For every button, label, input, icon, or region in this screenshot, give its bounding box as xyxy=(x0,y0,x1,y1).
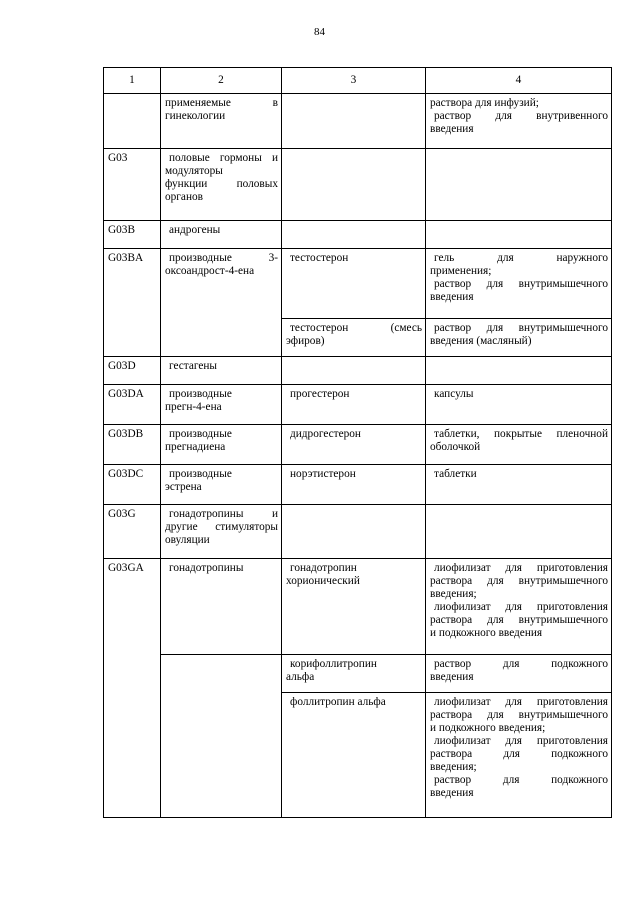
atc-code-cell: G03 xyxy=(104,149,161,221)
drug-name-line: тестостерон (смесь xyxy=(290,322,422,334)
dosage-form-line: гель для наружного xyxy=(434,252,608,264)
dosage-form-cell xyxy=(426,425,612,465)
group-name-line: производные xyxy=(169,468,232,480)
dosage-form-line: лиофилизат для приготовления xyxy=(434,601,608,613)
group-name-line: производные xyxy=(169,428,232,440)
dosage-form-cell xyxy=(426,465,612,505)
drug-classification-table xyxy=(103,67,612,818)
atc-code-cell: G03D xyxy=(104,357,161,385)
group-name-line: эстрена xyxy=(165,481,202,493)
dosage-form-line: таблетки xyxy=(434,468,477,480)
drug-name-cell xyxy=(282,221,426,249)
dosage-form-line: введения xyxy=(430,787,474,799)
table-row xyxy=(104,357,612,385)
drug-name-line: хорионический xyxy=(286,575,360,587)
dosage-form-cell xyxy=(426,357,612,385)
drug-name-cell xyxy=(282,319,426,357)
group-name-line: гонадотропины и xyxy=(169,508,278,520)
table-row xyxy=(104,655,612,693)
group-name-line: гинекологии xyxy=(165,110,226,122)
atc-code-cell: G03G xyxy=(104,505,161,559)
table-row xyxy=(104,385,612,425)
dosage-form-line: раствор для подкожного xyxy=(434,774,608,786)
group-name-cell xyxy=(161,559,282,655)
group-name-cell xyxy=(161,465,282,505)
dosage-form-cell xyxy=(426,319,612,357)
group-name-line: применяемые в xyxy=(165,97,278,109)
group-name-line: андрогены xyxy=(169,224,221,236)
group-name-line: половые гормоны и xyxy=(169,152,278,164)
dosage-form-cell xyxy=(426,505,612,559)
atc-code-cell: G03B xyxy=(104,221,161,249)
group-name-line: модуляторы xyxy=(165,165,223,177)
group-name-cell xyxy=(161,221,282,249)
dosage-form-line: и подкожного введения xyxy=(430,627,543,639)
drug-name-cell xyxy=(282,94,426,149)
group-name-cell xyxy=(161,357,282,385)
dosage-form-line: раствора для внутримышечного xyxy=(430,575,608,587)
dosage-form-cell xyxy=(426,655,612,693)
table-row xyxy=(104,221,612,249)
dosage-form-cell xyxy=(426,149,612,221)
drug-name-line: прогестерон xyxy=(290,388,350,400)
drug-name-cell xyxy=(282,559,426,655)
group-name-line: гонадотропины xyxy=(169,562,244,574)
group-name-cell xyxy=(161,94,282,149)
column-header-2: 2 xyxy=(161,68,282,94)
dosage-form-cell xyxy=(426,221,612,249)
group-name-line: функции половых xyxy=(165,178,278,190)
dosage-form-cell xyxy=(426,385,612,425)
group-name-line: производные xyxy=(169,388,232,400)
atc-code-cell: G03DA xyxy=(104,385,161,425)
group-name-line: гестагены xyxy=(169,360,218,372)
drug-name-cell xyxy=(282,249,426,319)
group-name-cell xyxy=(161,249,282,357)
dosage-form-line: введения (масляный) xyxy=(430,335,532,347)
drug-name-cell xyxy=(282,149,426,221)
dosage-form-cell xyxy=(426,693,612,818)
group-name-cell xyxy=(161,385,282,425)
group-name-line: прегнадиена xyxy=(165,441,226,453)
dosage-form-line: лиофилизат для приготовления xyxy=(434,735,608,747)
dosage-form-line: введения; xyxy=(430,761,477,773)
column-header-3: 3 xyxy=(282,68,426,94)
drug-name-cell xyxy=(282,465,426,505)
group-name-line: производные 3- xyxy=(169,252,278,264)
dosage-form-line: применения; xyxy=(430,265,492,277)
dosage-form-line: раствора для внутримышечного xyxy=(430,709,608,721)
group-name-line: прегн-4-ена xyxy=(165,401,222,413)
dosage-form-line: лиофилизат для приготовления xyxy=(434,562,608,574)
table-row xyxy=(104,465,612,505)
table-row xyxy=(104,249,612,319)
dosage-form-line: раствора для подкожного xyxy=(430,748,608,760)
dosage-form-line: раствора для инфузий; xyxy=(430,97,539,109)
table-header-row xyxy=(104,68,612,94)
dosage-form-line: раствора для внутримышечного xyxy=(430,614,608,626)
drug-name-line: альфа xyxy=(286,671,315,683)
drug-name-cell xyxy=(282,425,426,465)
dosage-form-cell xyxy=(426,94,612,149)
atc-code-cell: G03BA xyxy=(104,249,161,357)
group-name-cell xyxy=(161,655,282,818)
drug-name-line: норэтистерон xyxy=(290,468,356,480)
group-name-cell xyxy=(161,149,282,221)
atc-code-cell: G03DC xyxy=(104,465,161,505)
table-row xyxy=(104,425,612,465)
atc-code-cell: G03GA xyxy=(104,559,161,818)
group-name-line: другие стимуляторы xyxy=(165,521,278,533)
dosage-form-line: таблетки, покрытые пленочной xyxy=(434,428,608,440)
group-name-line: овуляции xyxy=(165,534,210,546)
column-header-1: 1 xyxy=(104,68,161,94)
dosage-form-line: и подкожного введения; xyxy=(430,722,546,734)
table-row xyxy=(104,505,612,559)
drug-name-line: тестостерон xyxy=(290,252,349,264)
table-row xyxy=(104,559,612,655)
table-row xyxy=(104,149,612,221)
dosage-form-line: введения xyxy=(430,671,474,683)
drug-name-cell xyxy=(282,357,426,385)
dosage-form-line: оболочкой xyxy=(430,441,481,453)
dosage-form-line: введения; xyxy=(430,588,477,600)
group-name-cell xyxy=(161,425,282,465)
drug-name-cell xyxy=(282,505,426,559)
drug-name-line: дидрогестерон xyxy=(290,428,361,440)
table-row xyxy=(104,94,612,149)
page-number: 84 xyxy=(314,26,325,38)
group-name-line: органов xyxy=(165,191,203,203)
dosage-form-line: введения xyxy=(430,291,474,303)
atc-code-cell xyxy=(104,94,161,149)
dosage-form-line: раствор для внутримышечного xyxy=(434,278,608,290)
column-header-4: 4 xyxy=(426,68,612,94)
dosage-form-cell xyxy=(426,249,612,319)
drug-name-line: корифоллитропин xyxy=(290,658,377,670)
group-name-line: оксоандрост-4-ена xyxy=(165,265,255,277)
drug-name-line: гонадотропин xyxy=(290,562,357,574)
dosage-form-cell xyxy=(426,559,612,655)
drug-name-cell xyxy=(282,655,426,693)
dosage-form-line: капсулы xyxy=(434,388,474,400)
drug-name-cell xyxy=(282,693,426,818)
dosage-form-line: лиофилизат для приготовления xyxy=(434,696,608,708)
drug-name-line: фоллитропин альфа xyxy=(290,696,386,708)
drug-name-cell xyxy=(282,385,426,425)
dosage-form-line: раствор для внутривенного xyxy=(434,110,608,122)
atc-code-cell: G03DB xyxy=(104,425,161,465)
drug-name-line: эфиров) xyxy=(286,335,325,347)
dosage-form-line: введения xyxy=(430,123,474,135)
group-name-cell xyxy=(161,505,282,559)
dosage-form-line: раствор для внутримышечного xyxy=(434,322,608,334)
dosage-form-line: раствор для подкожного xyxy=(434,658,608,670)
